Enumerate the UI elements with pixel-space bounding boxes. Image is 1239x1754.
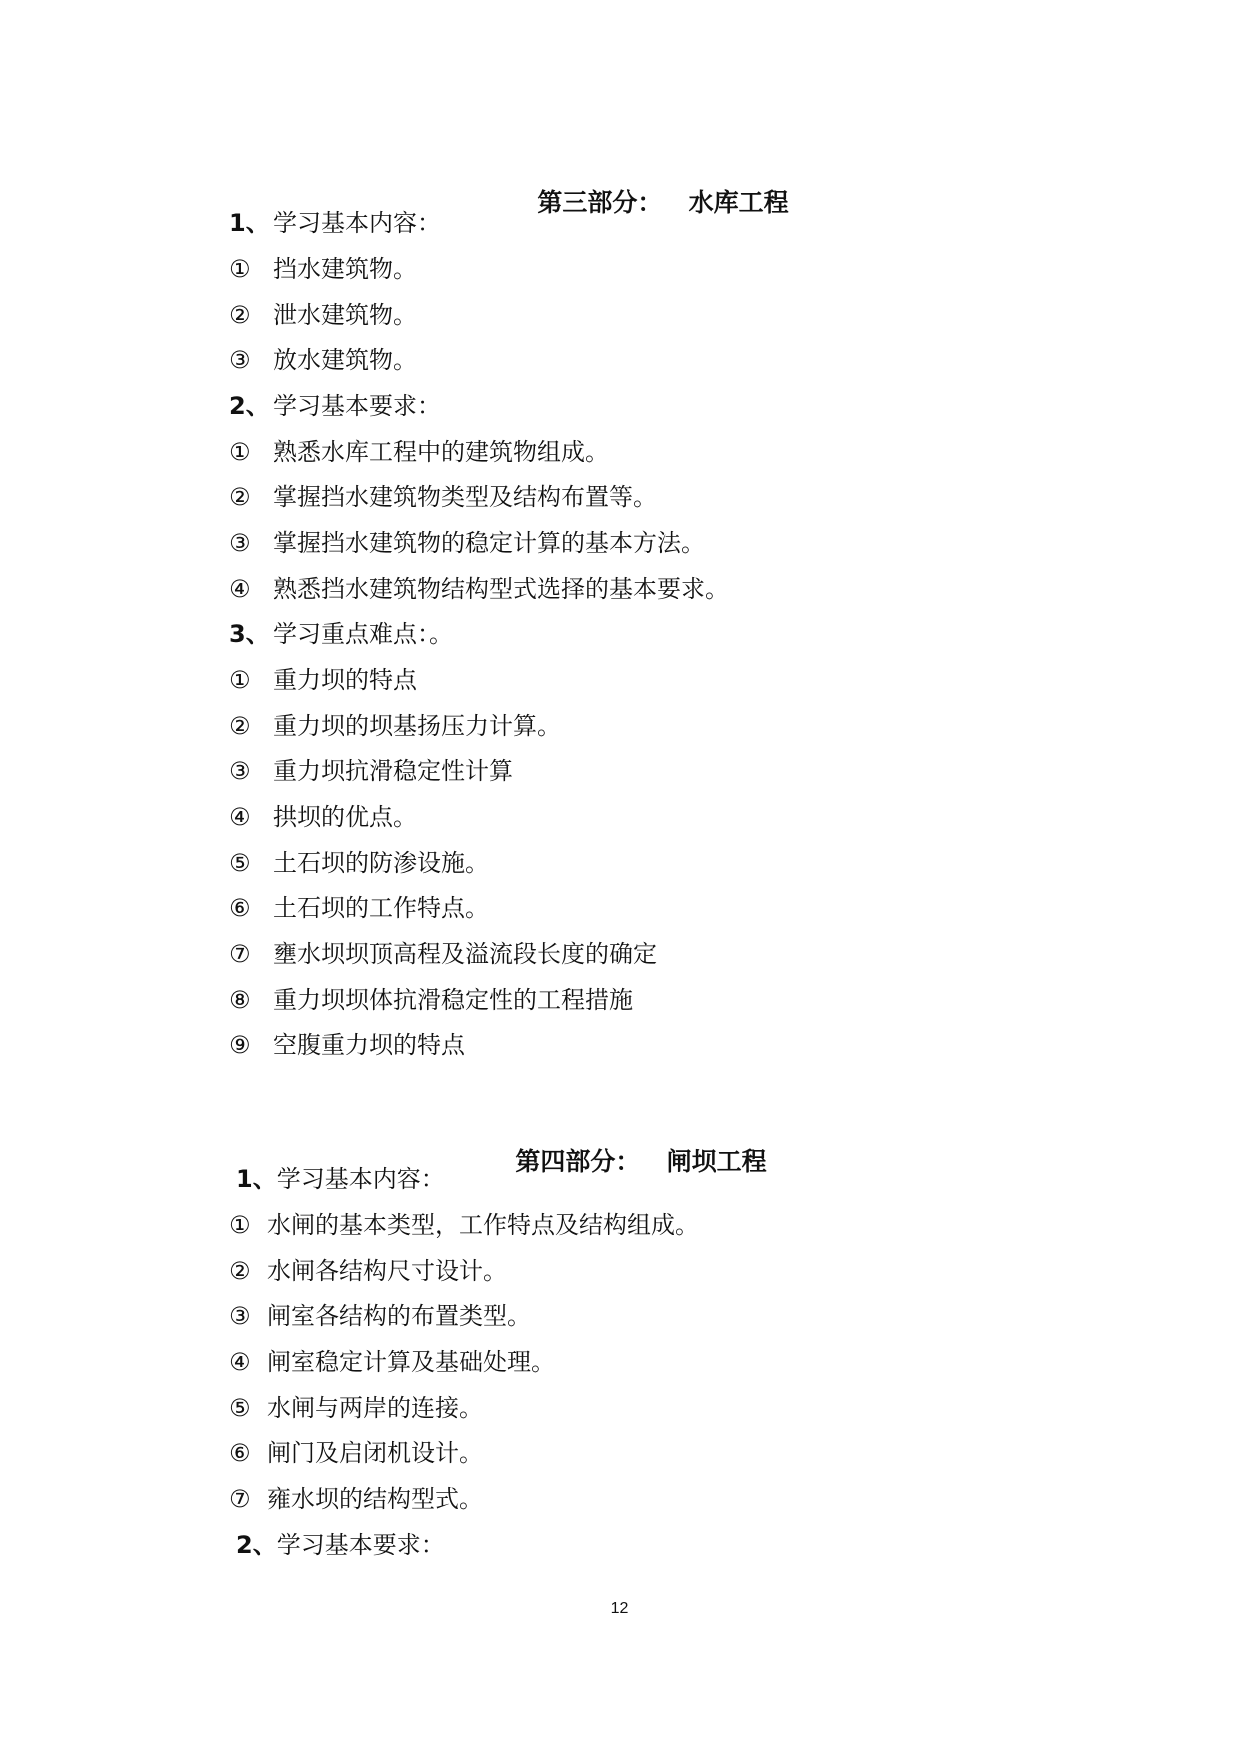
list-item — [229, 440, 609, 464]
item-marker: ③ — [229, 346, 251, 374]
list-item — [229, 942, 657, 966]
item-marker: ⑤ — [229, 849, 251, 877]
list-item — [229, 348, 417, 372]
list-item — [229, 851, 489, 875]
item-marker: 3、 — [229, 620, 270, 648]
list-item — [229, 1487, 483, 1511]
item-marker: ① — [229, 666, 251, 694]
list-item — [229, 622, 453, 646]
list-item — [229, 303, 417, 327]
list-item — [229, 896, 489, 920]
part3-heading — [520, 165, 789, 215]
item-marker: ② — [229, 1257, 251, 1285]
item-marker: 2、 — [229, 392, 270, 420]
item-text: 掌握挡水建筑物的稳定计算的基本方法。 — [273, 529, 705, 557]
item-marker: 1、 — [236, 1165, 277, 1193]
item-marker: ① — [229, 1211, 251, 1239]
list-item — [229, 759, 513, 783]
item-text: 闸室各结构的布置类型。 — [267, 1302, 531, 1330]
item-text: 闸门及启闭机设计。 — [267, 1439, 483, 1467]
item-marker: ④ — [229, 575, 251, 603]
item-text: 水闸的基本类型，工作特点及结构组成。 — [267, 1211, 699, 1239]
item-text: 掌握挡水建筑物类型及结构布置等。 — [273, 483, 657, 511]
item-marker: ④ — [229, 1348, 251, 1376]
list-item — [229, 257, 417, 281]
item-text: 熟悉水库工程中的建筑物组成。 — [273, 438, 609, 466]
item-marker: ① — [229, 255, 251, 283]
list-item — [229, 485, 657, 509]
item-text: 学习基本要求： — [276, 1531, 445, 1559]
item-text: 放水建筑物。 — [273, 346, 417, 374]
item-text: 水闸与两岸的连接。 — [267, 1394, 483, 1422]
list-item — [229, 805, 417, 829]
item-marker: ② — [229, 483, 251, 511]
list-item — [229, 211, 441, 235]
list-item — [236, 1167, 445, 1191]
item-marker: ③ — [229, 529, 251, 557]
item-text: 学习基本内容： — [276, 1165, 445, 1193]
list-item — [229, 1441, 483, 1465]
part4-heading — [498, 1124, 767, 1174]
item-marker: ① — [229, 438, 251, 466]
item-marker: ⑧ — [229, 986, 251, 1014]
item-text: 壅水坝坝顶高程及溢流段长度的确定 — [273, 940, 657, 968]
item-text: 雍水坝的结构型式。 — [267, 1485, 483, 1513]
part4-title: 第四部分： — [515, 1147, 641, 1176]
item-text: 学习基本内容： — [273, 209, 441, 237]
list-item — [236, 1533, 445, 1557]
item-text: 学习重点难点：。 — [273, 620, 453, 648]
list-item — [229, 1033, 465, 1057]
item-text: 空腹重力坝的特点 — [273, 1031, 465, 1059]
item-marker: ③ — [229, 757, 251, 785]
item-text: 重力坝的特点 — [273, 666, 417, 694]
part3-subject: 水库工程 — [688, 188, 789, 217]
item-text: 闸室稳定计算及基础处理。 — [267, 1348, 555, 1376]
item-text: 拱坝的优点。 — [273, 803, 417, 831]
list-item — [229, 668, 417, 692]
part3-title: 第三部分： — [537, 188, 663, 217]
item-marker: 1、 — [229, 209, 270, 237]
item-text: 泄水建筑物。 — [273, 301, 417, 329]
list-item — [229, 1213, 699, 1237]
list-item — [229, 1350, 555, 1374]
item-marker: 2、 — [236, 1531, 277, 1559]
item-text: 土石坝的工作特点。 — [273, 894, 489, 922]
item-text: 土石坝的防渗设施。 — [273, 849, 489, 877]
item-text: 重力坝的坝基扬压力计算。 — [273, 712, 561, 740]
item-marker: ④ — [229, 803, 251, 831]
list-item — [229, 577, 729, 601]
item-marker: ⑤ — [229, 1394, 251, 1422]
part4-subject: 闸坝工程 — [666, 1147, 767, 1176]
item-text: 学习基本要求： — [273, 392, 441, 420]
item-text: 挡水建筑物。 — [273, 255, 417, 283]
list-item — [229, 714, 561, 738]
item-marker: ② — [229, 301, 251, 329]
list-item — [229, 1304, 531, 1328]
item-marker: ③ — [229, 1302, 251, 1330]
item-marker: ⑨ — [229, 1031, 251, 1059]
item-text: 重力坝坝体抗滑稳定性的工程措施 — [273, 986, 633, 1014]
list-item — [229, 394, 441, 418]
item-marker: ② — [229, 712, 251, 740]
item-text: 重力坝抗滑稳定性计算 — [273, 757, 513, 785]
list-item — [229, 1259, 507, 1283]
item-text: 熟悉挡水建筑物结构型式选择的基本要求。 — [273, 575, 729, 603]
item-marker: ⑥ — [229, 894, 251, 922]
item-marker: ⑥ — [229, 1439, 251, 1467]
item-marker: ⑦ — [229, 940, 251, 968]
page-number: 12 — [610, 1600, 629, 1617]
list-item — [229, 988, 633, 1012]
list-item — [229, 531, 705, 555]
item-marker: ⑦ — [229, 1485, 251, 1513]
item-text: 水闸各结构尺寸设计。 — [267, 1257, 507, 1285]
list-item — [229, 1396, 483, 1420]
